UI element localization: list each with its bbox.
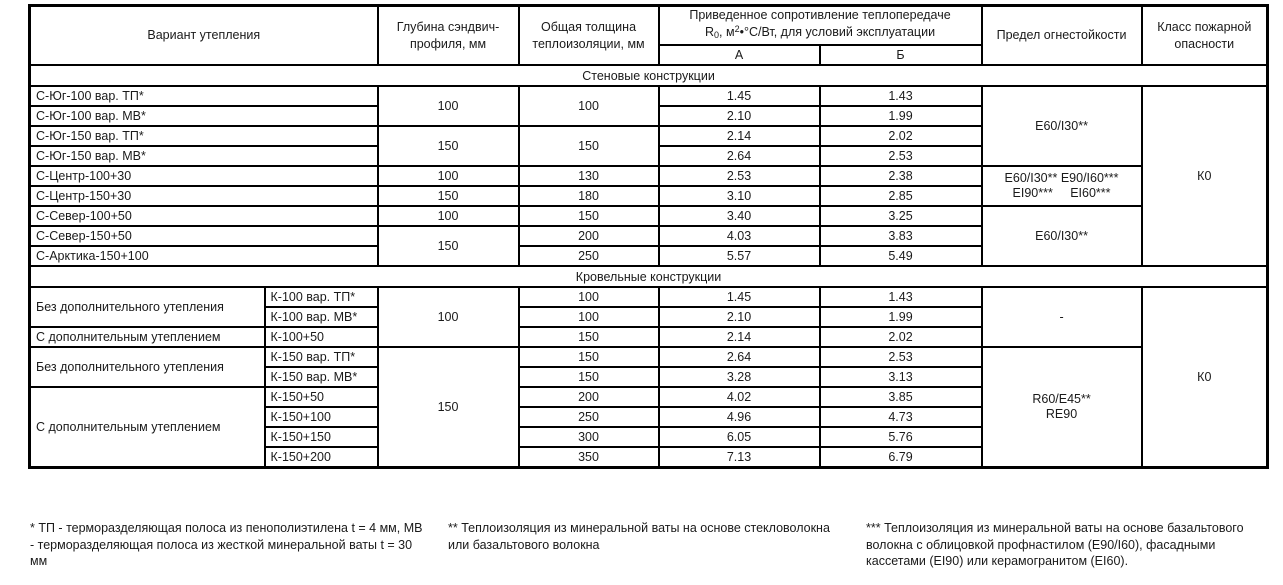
resistance-a-cell: 1.45 [659, 86, 820, 106]
resistance-a-cell: 4.96 [659, 407, 820, 427]
resistance-a-cell: 2.64 [659, 146, 820, 166]
header-fire-class: Класс пожарной опасности [1142, 6, 1268, 66]
header-resistance-units-b: •°С/Вт, для условий эксплуатации [739, 25, 936, 39]
table-row [30, 347, 1268, 367]
resistance-a-cell: 2.10 [659, 307, 820, 327]
wall-section-title: Стеновые конструкции [30, 65, 1268, 86]
depth-cell: 150 [378, 347, 519, 468]
variant-cell: К-100+50 [265, 327, 378, 347]
thickness-cell: 350 [519, 447, 659, 468]
footnote-1-text: * ТП - терморазделяющая полоса из пенополиэтилена t = 4 мм, МВ - терморазделяющая полоса из жесткой минеральной ваты t = 30 мм [30, 521, 423, 568]
resistance-a-cell: 7.13 [659, 447, 820, 468]
table-row [30, 206, 1268, 226]
fire-resistance-cell: - [982, 287, 1142, 347]
variant-cell: С-Север-150+50 [30, 226, 378, 246]
thickness-cell: 130 [519, 166, 659, 186]
variant-cell: С-Центр-150+30 [30, 186, 378, 206]
header-variant: Вариант утепления [30, 6, 378, 66]
thickness-cell: 100 [519, 307, 659, 327]
resistance-a-cell: 3.10 [659, 186, 820, 206]
footnote-3 [866, 520, 1266, 570]
resistance-b-cell: 3.85 [820, 387, 982, 407]
thickness-cell: 250 [519, 407, 659, 427]
variant-cell: С-Юг-150 вар. ТП* [30, 126, 378, 146]
fire-resistance-line1: E60/I30** E90/I60*** [1004, 171, 1119, 185]
thickness-cell: 200 [519, 226, 659, 246]
footnote-2 [448, 520, 848, 553]
group-cell: Без дополнительного утепления [30, 287, 265, 327]
resistance-a-cell: 2.53 [659, 166, 820, 186]
resistance-b-cell: 2.38 [820, 166, 982, 186]
resistance-b-cell: 1.99 [820, 106, 982, 126]
header-resistance [659, 6, 982, 46]
variant-cell: С-Юг-100 вар. ТП* [30, 86, 378, 106]
thickness-cell: 300 [519, 427, 659, 447]
fire-resistance-cell: E60/I30** [982, 206, 1142, 266]
depth-cell: 100 [378, 166, 519, 186]
header-fire-resistance: Предел огнестойкости [982, 6, 1142, 66]
fire-resistance-cell [982, 166, 1142, 206]
thickness-cell: 150 [519, 347, 659, 367]
header-resistance-line1: Приведенное сопротивление теплопередаче [689, 8, 951, 22]
resistance-b-cell: 3.83 [820, 226, 982, 246]
depth-cell: 100 [378, 86, 519, 126]
variant-cell: К-150+100 [265, 407, 378, 427]
depth-cell: 150 [378, 126, 519, 166]
resistance-a-cell: 2.10 [659, 106, 820, 126]
depth-cell: 150 [378, 226, 519, 266]
depth-cell: 100 [378, 287, 519, 347]
footnote-3-text: *** Теплоизоляция из минеральной ваты на основе базальтового волокна с облицовкой профнастилом (E90/I60), фасадными кассетами (EI90) или керамогранитом (EI60). [866, 521, 1244, 568]
resistance-a-cell: 5.57 [659, 246, 820, 266]
variant-cell: К-100 вар. МВ* [265, 307, 378, 327]
header-row [30, 6, 1268, 46]
footnote-1 [30, 520, 430, 570]
header-resistance-sup: 2 [734, 24, 740, 34]
roof-section-title: Кровельные конструкции [30, 266, 1268, 287]
variant-cell: С-Север-100+50 [30, 206, 378, 226]
roof-section-title-row [30, 266, 1268, 287]
resistance-b-cell: 1.99 [820, 307, 982, 327]
variant-cell: К-150+150 [265, 427, 378, 447]
thermal-properties-table [28, 4, 1269, 469]
resistance-b-cell: 6.79 [820, 447, 982, 468]
resistance-a-cell: 4.02 [659, 387, 820, 407]
resistance-b-cell: 5.76 [820, 427, 982, 447]
group-cell: Без дополнительного утепления [30, 347, 265, 387]
resistance-b-cell: 5.49 [820, 246, 982, 266]
fire-resistance-cell [982, 347, 1142, 468]
header-thickness: Общая толщина теплоизоляции, мм [519, 6, 659, 66]
thickness-cell: 100 [519, 86, 659, 126]
variant-cell: К-150 вар. МВ* [265, 367, 378, 387]
fire-resistance-line2: EI90*** EI60*** [1012, 186, 1111, 200]
table-row [30, 166, 1268, 186]
fire-class-cell: К0 [1142, 287, 1268, 468]
fire-resistance-line1: R60/E45** [1032, 392, 1091, 406]
variant-cell: К-150+200 [265, 447, 378, 468]
fire-resistance-cell: E60/I30** [982, 86, 1142, 166]
fire-class-cell: К0 [1142, 86, 1268, 266]
thickness-cell: 100 [519, 287, 659, 307]
resistance-b-cell: 2.53 [820, 146, 982, 166]
footnote-2-text: ** Теплоизоляция из минеральной ваты на основе стекловолокна или базальтового волокна [448, 521, 830, 552]
variant-cell: С-Арктика-150+100 [30, 246, 378, 266]
thickness-cell: 150 [519, 367, 659, 387]
header-depth: Глубина сэндвич-профиля, мм [378, 6, 519, 66]
resistance-a-cell: 1.45 [659, 287, 820, 307]
table-row [30, 86, 1268, 106]
variant-cell: С-Юг-150 вар. МВ* [30, 146, 378, 166]
thickness-cell: 250 [519, 246, 659, 266]
thickness-cell: 150 [519, 327, 659, 347]
variant-cell: К-100 вар. ТП* [265, 287, 378, 307]
resistance-a-cell: 2.14 [659, 327, 820, 347]
table-row [30, 287, 1268, 307]
header-col-a: А [659, 45, 820, 65]
resistance-a-cell: 4.03 [659, 226, 820, 246]
thickness-cell: 150 [519, 206, 659, 226]
variant-cell: К-150 вар. ТП* [265, 347, 378, 367]
resistance-b-cell: 4.73 [820, 407, 982, 427]
resistance-a-cell: 3.28 [659, 367, 820, 387]
resistance-b-cell: 1.43 [820, 86, 982, 106]
resistance-a-cell: 6.05 [659, 427, 820, 447]
variant-cell: С-Юг-100 вар. МВ* [30, 106, 378, 126]
header-col-b: Б [820, 45, 982, 65]
resistance-b-cell: 2.53 [820, 347, 982, 367]
resistance-a-cell: 2.64 [659, 347, 820, 367]
header-resistance-sub: 0 [714, 30, 720, 40]
resistance-b-cell: 2.02 [820, 327, 982, 347]
variant-cell: К-150+50 [265, 387, 378, 407]
depth-cell: 100 [378, 206, 519, 226]
header-resistance-units-a: , м [719, 25, 735, 39]
group-cell: С дополнительным утеплением [30, 387, 265, 468]
resistance-b-cell: 2.85 [820, 186, 982, 206]
fire-resistance-line2: RE90 [1045, 407, 1078, 421]
resistance-b-cell: 3.25 [820, 206, 982, 226]
thickness-cell: 200 [519, 387, 659, 407]
depth-cell: 150 [378, 186, 519, 206]
wall-section-title-row [30, 65, 1268, 86]
header-resistance-r: R [704, 25, 714, 39]
resistance-b-cell: 2.02 [820, 126, 982, 146]
resistance-b-cell: 3.13 [820, 367, 982, 387]
variant-cell: С-Центр-100+30 [30, 166, 378, 186]
thickness-cell: 180 [519, 186, 659, 206]
resistance-a-cell: 3.40 [659, 206, 820, 226]
resistance-b-cell: 1.43 [820, 287, 982, 307]
resistance-a-cell: 2.14 [659, 126, 820, 146]
group-cell: С дополнительным утеплением [30, 327, 265, 347]
thickness-cell: 150 [519, 126, 659, 166]
